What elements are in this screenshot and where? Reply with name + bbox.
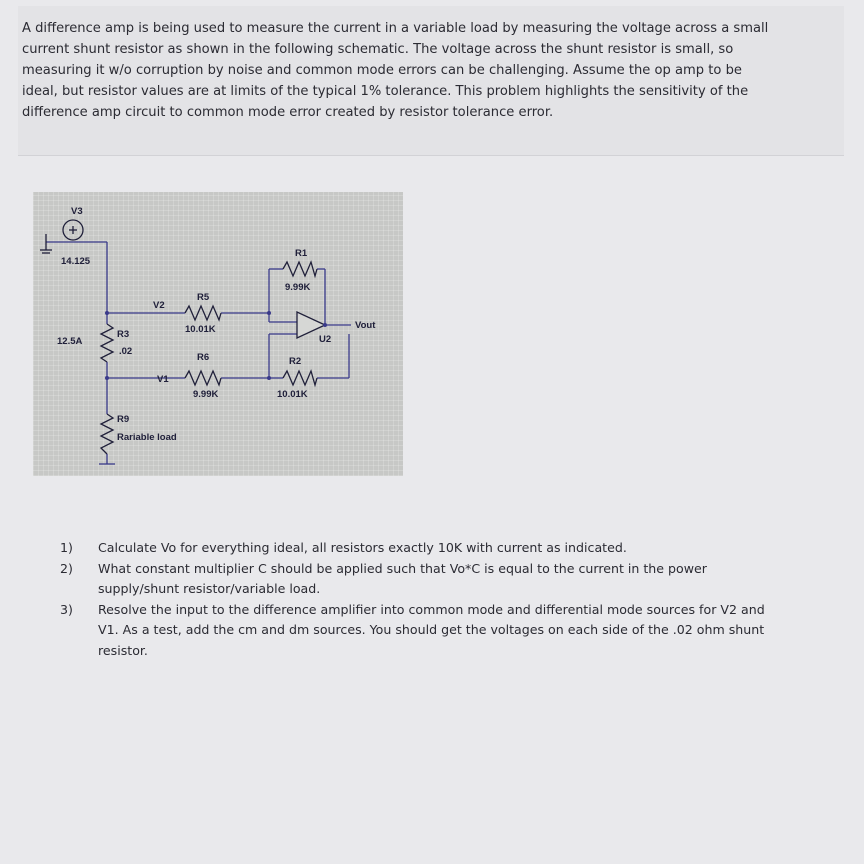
r2-value: 10.01K xyxy=(277,389,308,400)
circuit-schematic xyxy=(33,192,403,476)
question-number: 3) xyxy=(60,601,73,617)
r6-resistor-symbol xyxy=(185,371,221,385)
u2-name: U2 xyxy=(319,334,332,345)
question-line: supply/shunt resistor/variable load. xyxy=(98,581,321,596)
question-line: V1. As a test, add the cm and dm sources. You should get the voltages on each side of the .02 ohm shunt xyxy=(98,622,765,637)
r5-value: 10.01K xyxy=(185,324,216,335)
question-line: resistor. xyxy=(98,642,148,658)
question-line: What constant multiplier C should be applied such that Vo*C is equal to the current in the power xyxy=(98,560,707,576)
r5-resistor-symbol xyxy=(185,306,221,320)
v3-name: V3 xyxy=(71,206,83,217)
intro-line: current shunt resistor as shown in the following schematic. The voltage across the shunt resistor is small, so xyxy=(22,42,734,57)
r3-name: R3 xyxy=(117,329,130,340)
question-line: Resolve the input to the difference amplifier into common mode and differential mode sources for V2 and xyxy=(98,601,765,617)
node-v1-label: V1 xyxy=(157,374,169,385)
r9-name: R9 xyxy=(117,414,130,425)
schematic-svg xyxy=(33,192,403,476)
question-item xyxy=(60,538,840,559)
r1-resistor-symbol xyxy=(283,262,317,276)
problem-intro xyxy=(18,6,844,156)
question-line: Calculate Vo for everything ideal, all resistors exactly 10K with current as indicated. xyxy=(98,540,627,555)
r1-value: 9.99K xyxy=(285,282,311,293)
question-item xyxy=(60,600,840,662)
r2-name: R2 xyxy=(289,356,302,367)
r3-resistor-symbol xyxy=(101,324,113,362)
node-vout-label: Vout xyxy=(355,320,376,331)
intro-line: difference amp circuit to common mode error created by resistor tolerance error. xyxy=(22,105,554,120)
r3-current: 12.5A xyxy=(57,336,83,347)
question-number: 2) xyxy=(60,560,73,576)
question-item xyxy=(60,559,840,600)
r9-value: Rariable load xyxy=(117,432,177,443)
node-v2-label: V2 xyxy=(153,300,165,311)
intro-line: A difference amp is being used to measure the current in a variable load by measuring the voltage across a small xyxy=(22,21,769,36)
intro-line: ideal, but resistor values are at limits of the typical 1% tolerance. This problem highlights the sensitivity of the xyxy=(22,84,749,99)
intro-line: measuring it w/o corruption by noise and common mode errors can be challenging. Assume the op amp to be xyxy=(22,63,742,78)
r3-value: .02 xyxy=(119,346,133,357)
v3-value: 14.125 xyxy=(61,256,91,267)
r5-name: R5 xyxy=(197,292,210,303)
question-number: 1) xyxy=(60,540,73,555)
r1-name: R1 xyxy=(295,248,308,259)
v3-source-symbol xyxy=(40,220,83,253)
r2-resistor-symbol xyxy=(283,371,317,385)
r6-name: R6 xyxy=(197,352,210,363)
r9-resistor-symbol xyxy=(101,414,113,454)
r6-value: 9.99K xyxy=(193,389,219,400)
question-list xyxy=(60,538,840,661)
